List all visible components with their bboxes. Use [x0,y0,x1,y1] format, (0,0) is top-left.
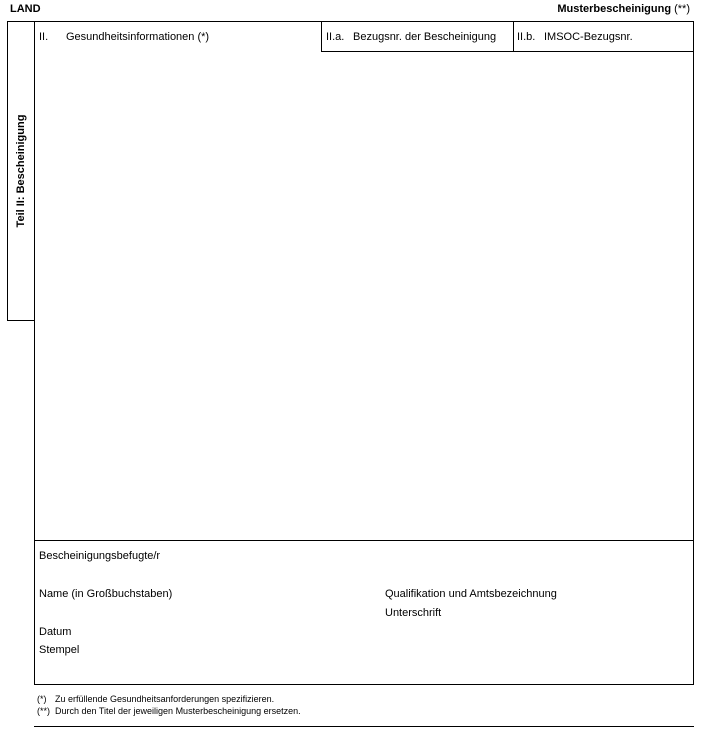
footnote-2-mark: (**) [37,706,50,716]
part-sidebar [7,21,34,321]
certificate-body [34,21,694,685]
divider-iia [321,22,322,52]
date-field-label: Datum [39,626,72,638]
footnote-1-mark: (*) [37,694,47,704]
signature-field-label: Unterschrift [385,607,442,619]
section-ii-label: Gesundheitsinformationen (*) [66,31,210,43]
footnote-2 [37,706,301,716]
footnote-1 [37,694,274,704]
signature-divider [35,540,693,541]
footnote-1-text: Zu erfüllende Gesundheitsanforderungen spezifizieren. [55,694,275,704]
section-ii-heading [39,31,209,43]
document-title [557,3,690,15]
stamp-field-label: Stempel [39,644,80,656]
footnote-2-text: Durch den Titel der jeweiligen Musterbescheinigung ersetzen. [55,706,301,716]
section-iib-heading [517,31,633,43]
document-title-suffix: (**) [671,3,690,15]
part-sidebar-label: Teil II: Bescheinigung [15,114,27,228]
qualification-field-label: Qualifikation und Amtsbezeichnung [385,588,557,600]
certifying-officer-heading: Bescheinigungsbefugte/r [39,550,161,562]
country-label: LAND [10,3,41,15]
reference-row-line [321,51,693,52]
section-iia-number: II.a. [326,31,345,43]
section-iib-label: IMSOC-Bezugsnr. [544,31,633,43]
footer-rule [34,726,694,727]
section-iia-label: Bezugsnr. der Bescheinigung [353,31,497,43]
name-field-label: Name (in Großbuchstaben) [39,588,173,600]
section-iib-number: II.b. [517,31,536,43]
document-title-main: Musterbescheinigung [557,3,672,15]
divider-iib [513,22,514,52]
section-iia-heading [326,31,496,43]
section-ii-number: II. [39,31,49,43]
